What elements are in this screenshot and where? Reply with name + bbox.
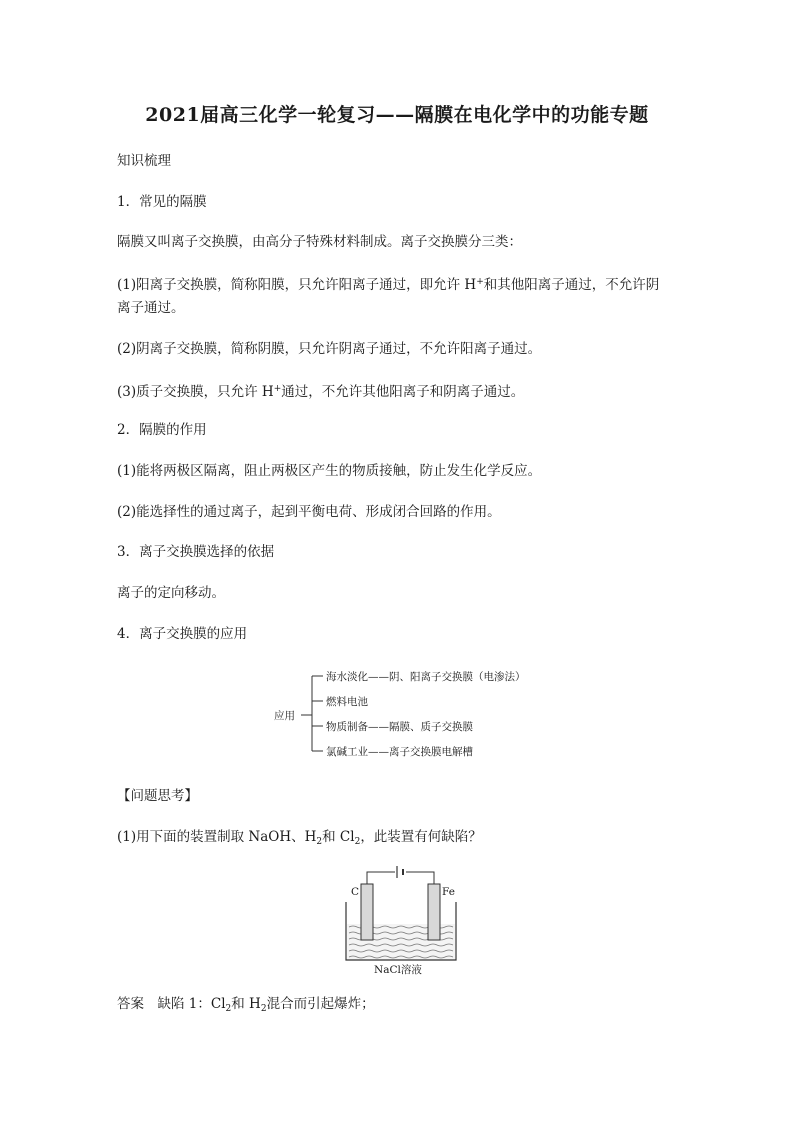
solution-label: NaCl溶液 xyxy=(374,964,422,976)
question-text-b: 和 Cl xyxy=(322,829,355,845)
h-plus-superscript: + xyxy=(476,277,484,287)
question-text-c: ，此装置有何缺陷？ xyxy=(360,829,482,845)
question-text-a: (1)用下面的装置制取 NaOH、H xyxy=(117,829,317,845)
section-3-body: 离子的定向移动。 xyxy=(117,585,225,601)
section-2-item-2: (2)能选择性的通过离子，起到平衡电荷、形成闭合回路的作用。 xyxy=(117,504,501,520)
apparatus-drawing xyxy=(336,862,466,977)
section-2-heading: 2．隔膜的作用 xyxy=(117,422,207,438)
cl2-subscript: 2 xyxy=(354,837,361,847)
answer-text-b: 和 H xyxy=(231,996,261,1012)
tree-item-desalination: 海水淡化——阴、阳离子交换膜（电渗法） xyxy=(326,671,526,683)
item-1-text-b: 和其他阳离子通过，不允许阴 xyxy=(483,277,660,293)
cl2-subscript: 2 xyxy=(225,1004,232,1014)
section-3-heading: 3．离子交换膜选择的依据 xyxy=(117,544,275,560)
application-tree-diagram xyxy=(270,665,570,765)
tree-item-fuel-cell: 燃料电池 xyxy=(326,696,368,708)
answer-text-c: 混合而引起爆炸； xyxy=(266,996,375,1012)
iron-electrode-label: Fe xyxy=(442,886,455,898)
tree-root-label: 应用 xyxy=(274,710,295,722)
tree-item-material-prep: 物质制备——隔膜、质子交换膜 xyxy=(326,721,473,733)
answer-text-a: 答案 缺陷 1：Cl xyxy=(117,996,226,1012)
page-title: 2021届高三化学一轮复习——隔膜在电化学中的功能专题 xyxy=(145,104,649,126)
tree-item-chlor-alkali: 氯碱工业——离子交换膜电解槽 xyxy=(326,746,473,758)
answer-line xyxy=(117,995,375,1018)
section-4-heading: 4．离子交换膜的应用 xyxy=(117,626,248,642)
question-heading: 【问题思考】 xyxy=(117,788,198,804)
h2-subscript: 2 xyxy=(316,837,323,847)
section-1-item-3 xyxy=(117,380,524,401)
item-1-text-a: (1)阳离子交换膜，简称阳膜，只允许阳离子通过，即允许 H xyxy=(117,277,477,293)
section-1-item-1-cont: 离子通过。 xyxy=(117,300,185,316)
carbon-electrode-label: C xyxy=(351,886,360,898)
item-3-text-a: (3)质子交换膜，只允许 H xyxy=(117,384,274,400)
section-1-item-1 xyxy=(117,273,659,294)
h-plus-superscript: + xyxy=(273,384,282,394)
section-knowledge: 知识梳理 xyxy=(117,153,171,169)
section-1-intro: 隔膜又叫离子交换膜，由高分子特殊材料制成。离子交换膜分三类： xyxy=(117,234,522,250)
item-3-text-b: 通过，不允许其他阳离子和阴离子通过。 xyxy=(281,384,525,400)
h2-subscript: 2 xyxy=(260,1004,267,1014)
electrolysis-apparatus-diagram xyxy=(336,862,466,977)
section-1-heading: 1．常见的隔膜 xyxy=(117,194,207,210)
question-1 xyxy=(117,828,482,851)
section-2-item-1: (1)能将两极区隔离，阻止两极区产生的物质接触，防止发生化学反应。 xyxy=(117,463,542,479)
section-1-item-2: (2)阴离子交换膜，简称阴膜，只允许阴离子通过，不允许阳离子通过。 xyxy=(117,341,542,357)
